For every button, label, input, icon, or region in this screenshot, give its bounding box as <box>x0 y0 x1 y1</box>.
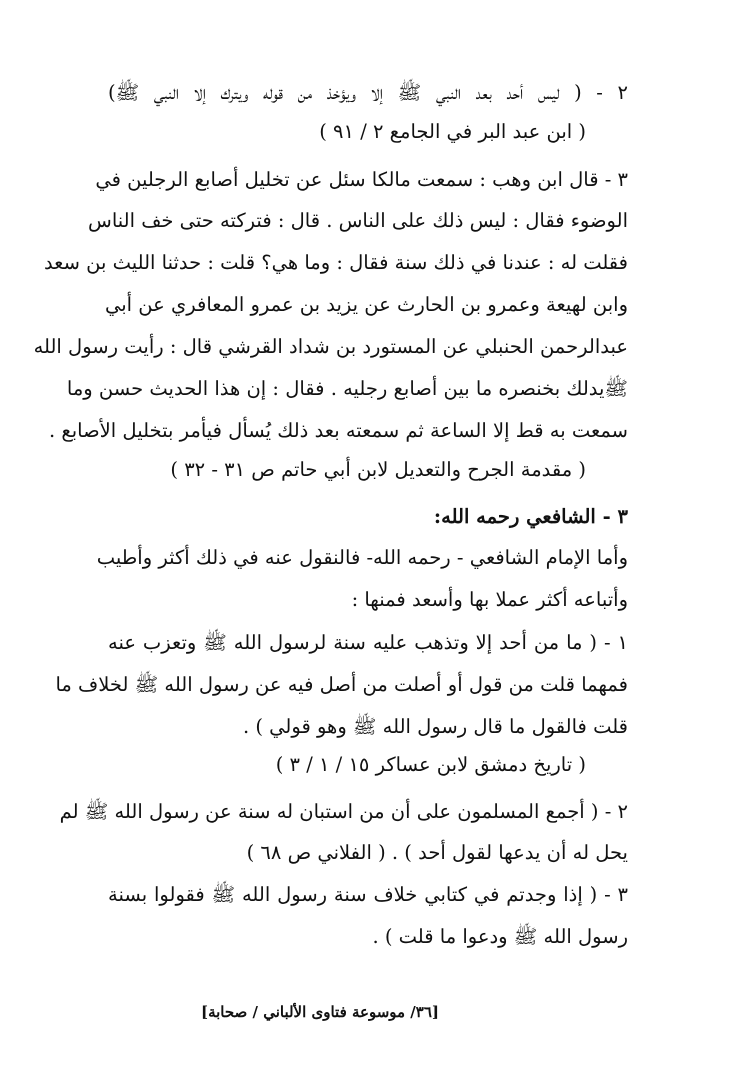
text-line: ٢ - ( ليس أحد بعد النبي ﷺ إلا ويؤخذ من قوله ويترك إلا النبي ﷺ) <box>108 81 628 104</box>
text-line: وأما الإمام الشافعي - رحمه الله- فالنقول عنه في ذلك أكثر وأطيب <box>96 546 628 569</box>
source-citation: ( تاريخ دمشق لابن عساكر ١٥ / ١ / ٣ ) <box>275 753 586 776</box>
text-line: فقلت له : عندنا في ذلك سنة فقال : وما هي؟ قلت : حدثنا الليث بن سعد <box>43 251 628 274</box>
text-line: الوضوء فقال : ليس ذلك على الناس . قال : فتركته حتى خف الناس <box>88 209 628 232</box>
text-line: ١ - ( ما من أحد إلا وتذهب عليه سنة لرسول الله ﷺ وتعزب عنه <box>108 631 628 654</box>
source-citation: ( مقدمة الجرح والتعديل لابن أبي حاتم ص ٣١ - ٣٢ ) <box>170 458 586 481</box>
text-line: وأتباعه أكثر عملا بها وأسعد فمنها : <box>351 588 628 611</box>
text-line: ﷺيدلك بخنصره ما بين أصابع رجليه . فقال : إن هذا الحديث حسن وما <box>66 377 628 400</box>
text-line: فمهما قلت من قول أو أصلت من أصل فيه عن رسول الله ﷺ لخلاف ما <box>55 673 628 696</box>
section-heading: ٣ - الشافعي رحمه الله: <box>433 505 628 528</box>
text-line: ٣ - قال ابن وهب : سمعت مالكا سئل عن تخليل أصابع الرجلين في <box>95 168 628 191</box>
text-line: رسول الله ﷺ ودعوا ما قلت ) . <box>372 925 628 948</box>
source-citation: ( ابن عبد البر في الجامع ٢ / ٩١ ) <box>319 120 586 143</box>
text-line: عبدالرحمن الحنبلي عن المستورد بن شداد القرشي قال : رأيت رسول الله <box>33 335 628 358</box>
text-line: سمعت به قط إلا الساعة ثم سمعته بعد ذلك يُسأل فيأمر بتخليل الأصابع . <box>48 419 628 442</box>
text-line: قلت فالقول ما قال رسول الله ﷺ وهو قولي ) . <box>242 715 628 738</box>
text-line: ٢ - ( أجمع المسلمون على أن من استبان له سنة عن رسول الله ﷺ لم <box>59 800 628 823</box>
text-line: وابن لهيعة وعمرو بن الحارث عن يزيد بن عمرو المعافري عن أبي <box>105 293 628 316</box>
page-footer: [٣٦/ موسوعة فتاوى الألباني / صحابة] <box>200 1003 440 1021</box>
text-line: يحل له أن يدعها لقول أحد ) . ( الفلاني ص ٦٨ ) <box>246 841 628 864</box>
text-line: ٣ - ( إذا وجدتم في كتابي خلاف سنة رسول الله ﷺ فقولوا بسنة <box>108 883 628 906</box>
